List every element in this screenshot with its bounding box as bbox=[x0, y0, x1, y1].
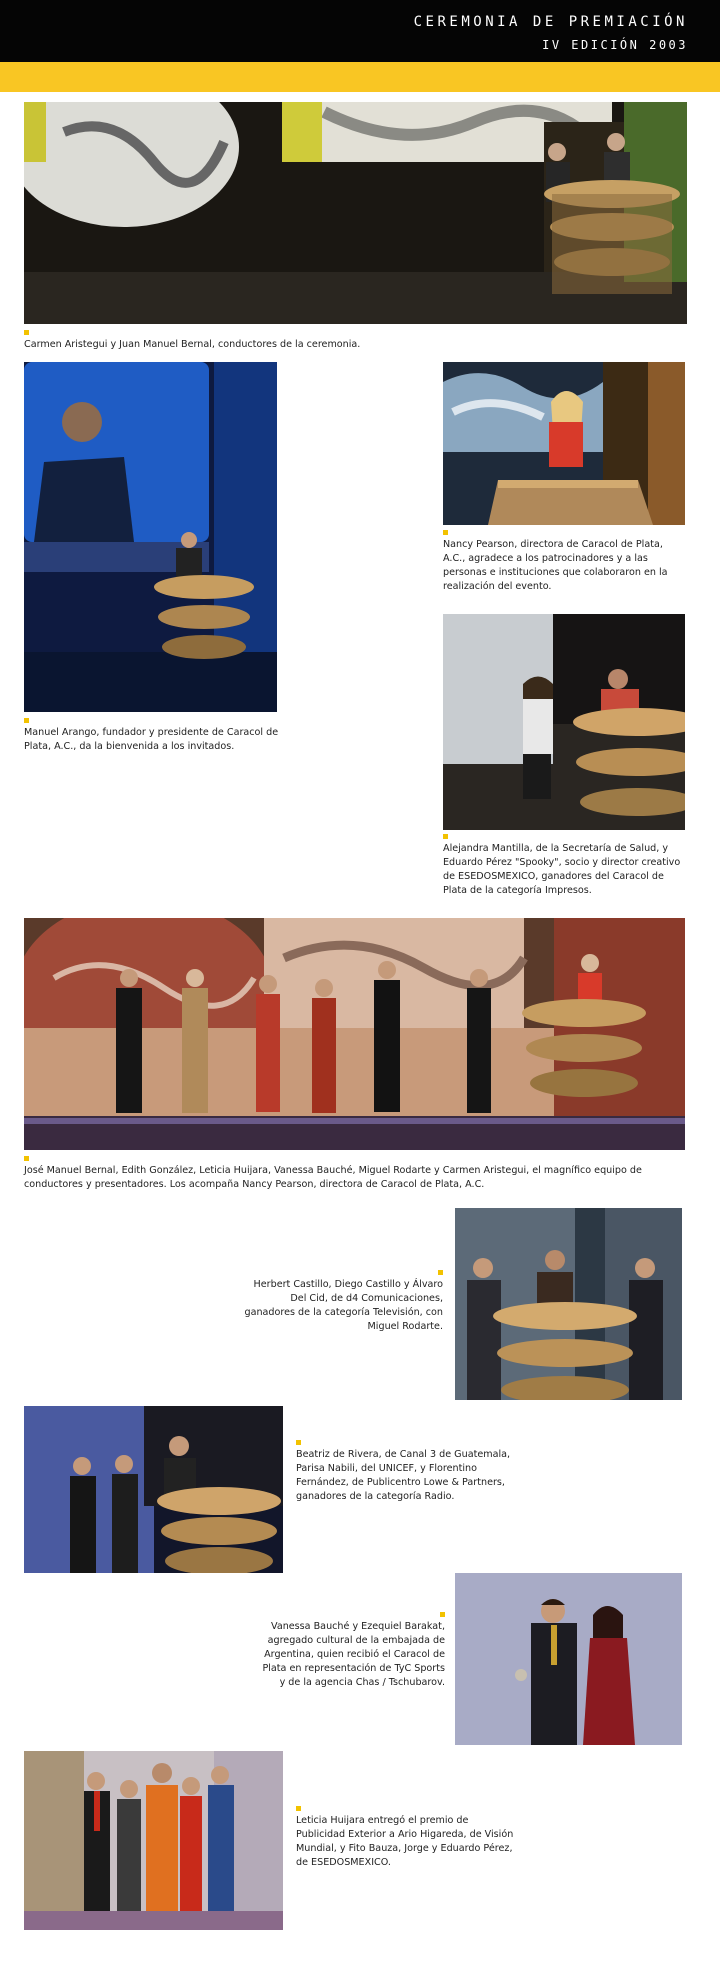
photo-alejandra-mantilla bbox=[443, 614, 685, 830]
photo-nancy-pearson bbox=[443, 362, 685, 525]
photo-radio-winners bbox=[24, 1406, 283, 1573]
photo-vanessa-bauche bbox=[455, 1573, 682, 1745]
photo-leticia-huijara bbox=[24, 1751, 283, 1930]
caption-text: Carmen Aristegui y Juan Manuel Bernal, conductores de la ceremonia. bbox=[24, 339, 361, 350]
caption-leticia-huijara bbox=[296, 1806, 516, 1870]
caption-text: Leticia Huijara entregó el premio de Publicidad Exterior a Ario Higareda, de Visión Mundial, y Fito Bauza, Jorge y Eduardo Pérez, de ESEDOSMEXICO. bbox=[296, 1815, 514, 1868]
bullet-icon bbox=[440, 1612, 445, 1617]
bullet-icon bbox=[296, 1806, 301, 1811]
photo-d4-comunicaciones bbox=[455, 1208, 682, 1400]
caption-vanessa-bauche bbox=[255, 1612, 445, 1690]
photo-manuel-arango bbox=[24, 362, 277, 712]
caption-d4-comunicaciones bbox=[243, 1270, 443, 1334]
bullet-icon bbox=[443, 834, 448, 839]
page-title: CEREMONIA DE PREMIACIÓN bbox=[413, 14, 688, 30]
bullet-icon bbox=[296, 1440, 301, 1445]
caption-presenters-team bbox=[24, 1156, 684, 1192]
yellow-band bbox=[0, 62, 720, 92]
caption-text: Vanessa Bauché y Ezequiel Barakat, agregado cultural de la embajada de Argentina, quien recibió el Caracol de Plata en representación de TyC Sports y de la agencia Chas / Tschubarov. bbox=[262, 1621, 445, 1688]
bullet-icon bbox=[438, 1270, 443, 1275]
caption-text: Manuel Arango, fundador y presidente de Caracol de Plata, A.C., da la bienvenida a los invitados. bbox=[24, 727, 279, 752]
caption-text: Herbert Castillo, Diego Castillo y Álvaro Del Cid, de d4 Comunicaciones, ganadores de la categoría Televisión, con Miguel Rodarte. bbox=[244, 1279, 443, 1332]
caption-text: Beatriz de Rivera, de Canal 3 de Guatemala, Parisa Nabili, del UNICEF, y Florentino Fernández, de Publicentro Lowe & Partners, ganadores de la categoría Radio. bbox=[296, 1449, 511, 1502]
caption-radio-winners bbox=[296, 1440, 516, 1504]
caption-nancy-pearson bbox=[443, 530, 688, 594]
caption-alejandra-mantilla bbox=[443, 834, 688, 898]
caption-text: José Manuel Bernal, Edith González, Leticia Huijara, Vanessa Bauché, Miguel Rodarte y Carmen Aristegui, el magnífico equipo de conductores y presentadores. Los acompaña Nancy Pearson, directora de Caracol de Plata, A.C. bbox=[24, 1165, 642, 1190]
photo-hosts bbox=[24, 102, 687, 324]
caption-text: Nancy Pearson, directora de Caracol de Plata, A.C., agradece a los patrocinadores y a las personas e instituciones que colaboraron en la realización del evento. bbox=[443, 539, 668, 592]
header-bar bbox=[0, 0, 720, 62]
caption-text: Alejandra Mantilla, de la Secretaría de Salud, y Eduardo Pérez "Spooky", socio y director creativo de ESEDOSMEXICO, ganadores del Caracol de Plata de la categoría Impresos. bbox=[443, 843, 681, 896]
bullet-icon bbox=[24, 718, 29, 723]
bullet-icon bbox=[443, 530, 448, 535]
bullet-icon bbox=[24, 1156, 29, 1161]
photo-presenters-team bbox=[24, 918, 685, 1150]
bullet-icon bbox=[24, 330, 29, 335]
caption-hosts bbox=[24, 330, 544, 352]
edition-label: IV EDICIÓN 2003 bbox=[542, 38, 688, 52]
caption-manuel-arango bbox=[24, 718, 279, 754]
